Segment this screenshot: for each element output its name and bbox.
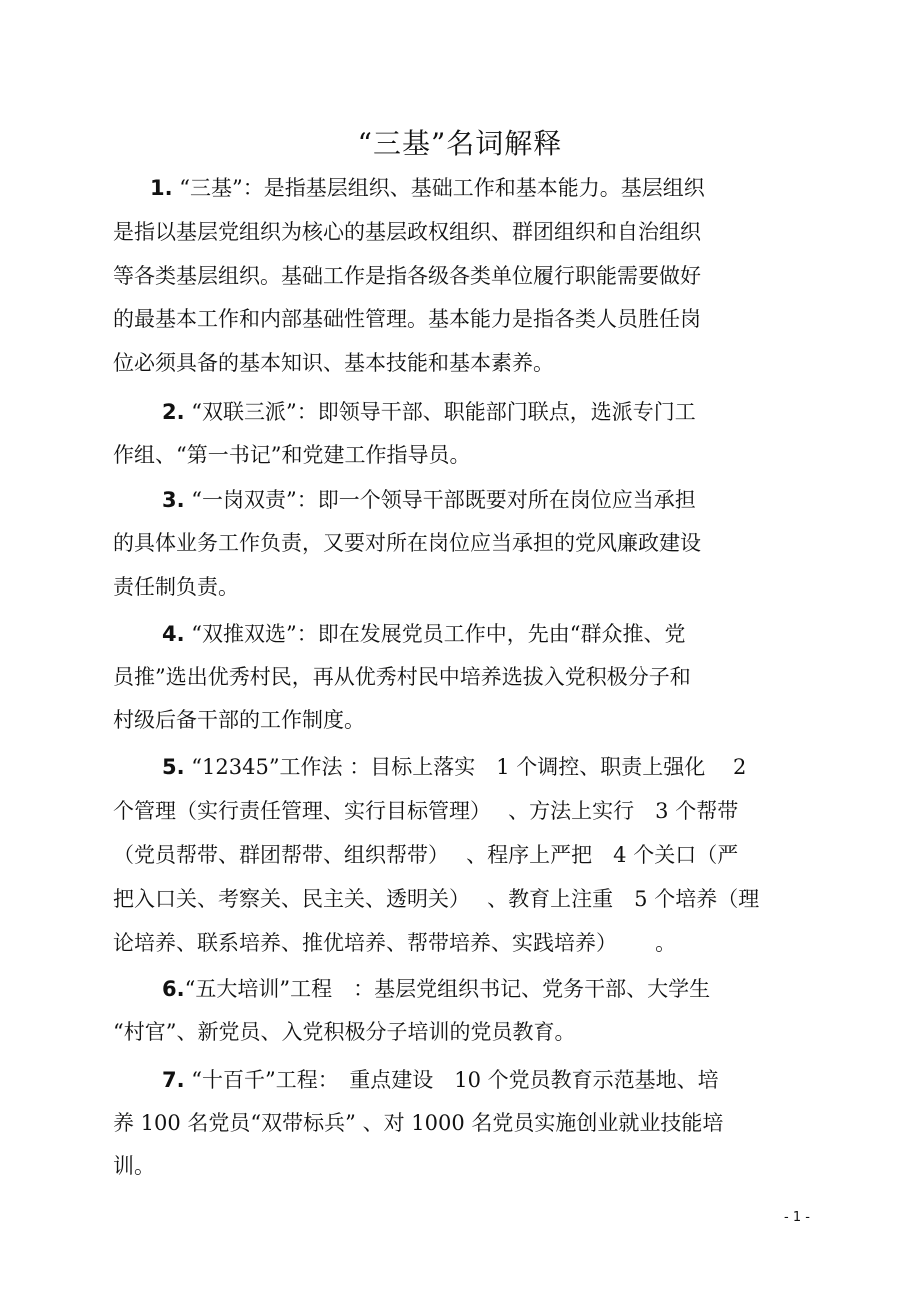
item-5-line-1 — [162, 753, 746, 781]
item-2-line-1 — [162, 398, 696, 426]
item-2-line-2: 作组、“第一书记”和党建工作指导员。 — [113, 443, 471, 467]
item-5-text-1: “12345”工作法 ：目标上落实 1 个调控、职责上强化 2 — [191, 755, 747, 779]
item-5-line-3: （党员帮带、群团帮带、组织帮带） 、程序上严把 4 个关口（严 — [113, 843, 739, 867]
page-number: - 1 - — [784, 1210, 810, 1225]
item-4-number: 4. — [162, 622, 185, 646]
item-6-line-2: “村官”、新党员、入党积极分子培训的党员教育。 — [113, 1020, 576, 1044]
item-5-line-5: 论培养、联系培养、推优培养、帮带培养、实践培养） 。 — [113, 931, 677, 955]
item-5-line-4: 把入口关、考察关、民主关、透明关） 、教育上注重 5 个培养（理 — [113, 887, 760, 911]
item-3-text-1: “一岗双责”：即一个领导干部既要对所在岗位应当承担 — [191, 488, 696, 512]
item-7-line-1 — [162, 1066, 719, 1094]
item-4-line-2: 员推”选出优秀村民，再从优秀村民中培养选拔入党积极分子和 — [113, 665, 691, 689]
item-7-line-3: 训。 — [113, 1154, 155, 1178]
item-1-number: 1. — [150, 176, 173, 200]
item-1-line-2: 是指以基层党组织为核心的基层政权组织、群团组织和自治组织 — [113, 220, 701, 244]
item-1-line-5: 位必须具备的基本知识、基本技能和基本素养。 — [113, 351, 554, 375]
item-5-line-2: 个管理（实行责任管理、实行目标管理） 、方法上实行 3 个帮带 — [113, 799, 739, 823]
page-title: “三基”名词解释 — [357, 127, 563, 160]
item-7-number: 7. — [162, 1068, 185, 1092]
item-5-number: 5. — [162, 755, 185, 779]
item-3-number: 3. — [162, 488, 185, 512]
item-1-line-4: 的最基本工作和内部基础性管理。基本能力是指各类人员胜任岗 — [113, 307, 701, 331]
item-4-line-1 — [162, 620, 686, 648]
item-4-text-1: “双推双选”：即在发展党员工作中，先由“群众推、党 — [191, 622, 686, 646]
item-3-line-3: 责任制负责。 — [113, 575, 239, 599]
item-1-line-3: 等各类基层组织。基础工作是指各级各类单位履行职能需要做好 — [113, 264, 701, 288]
item-3-line-1 — [162, 486, 696, 514]
item-2-number: 2. — [162, 400, 185, 424]
item-3-line-2: 的具体业务工作负责，又要对所在岗位应当承担的党风廉政建设 — [113, 531, 701, 555]
item-6-line-1 — [162, 975, 710, 1003]
item-7-text-1: “十百千”工程： 重点建设 10 个党员教育示范基地、培 — [191, 1068, 719, 1092]
item-1-text-1: “三基”：是指基层组织、基础工作和基本能力。基层组织 — [179, 176, 705, 200]
item-1-line-1 — [150, 174, 705, 202]
item-6-number: 6. — [162, 977, 185, 1001]
item-7-line-2: 养 100 名党员“双带标兵” 、对 1000 名党员实施创业就业技能培 — [113, 1111, 724, 1135]
item-2-text-1: “双联三派”：即领导干部、职能部门联点，选派专门工 — [191, 400, 696, 424]
item-6-text-1: “五大培训”工程 ：基层党组织书记、党务干部、大学生 — [184, 977, 711, 1001]
item-4-line-3: 村级后备干部的工作制度。 — [113, 708, 365, 732]
